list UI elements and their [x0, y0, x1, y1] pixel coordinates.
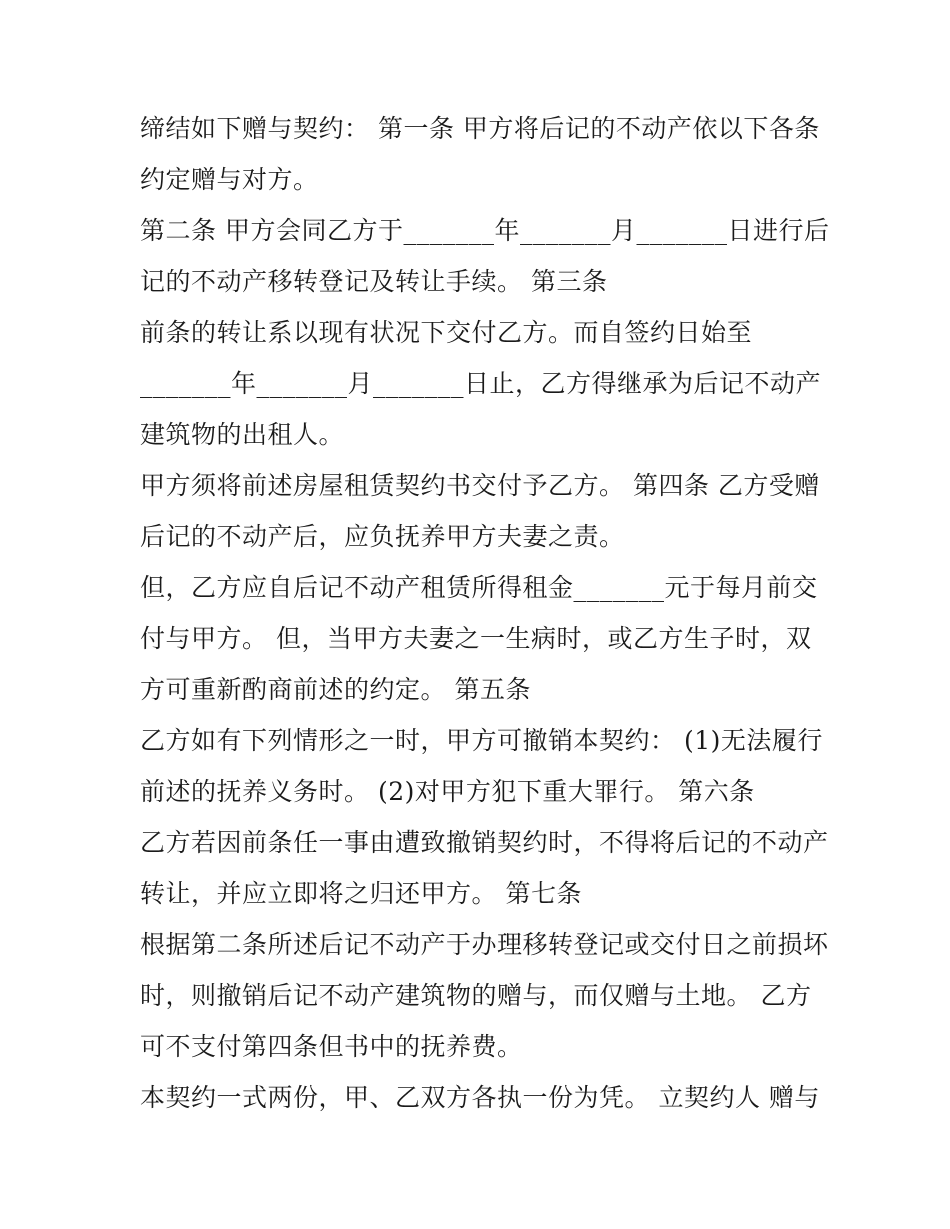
- text-line-4: 记的不动产移转登记及转让手续。 第三条: [140, 267, 608, 296]
- text-line-1: 缔结如下赠与契约： 第一条 甲方将后记的不动产依以下各条: [140, 114, 820, 143]
- text-line-19: 可不支付第四条但书中的抚养费。: [140, 1032, 523, 1061]
- text-line-13: 乙方如有下列情形之一时，甲方可撤销本契约： (1)无法履行: [140, 726, 823, 755]
- text-line-16: 转让，并应立即将之归还甲方。 第七条: [140, 879, 582, 908]
- text-line-3: 第二条 甲方会同乙方于_______年_______月_______日进行后: [140, 216, 830, 245]
- text-line-18: 时，则撤销后记不动产建筑物的赠与，而仅赠与土地。 乙方: [140, 981, 812, 1010]
- text-line-17: 根据第二条所述后记不动产于办理移转登记或交付日之前损坏: [140, 930, 829, 959]
- text-line-15: 乙方若因前条任一事由遭致撤销契约时，不得将后记的不动产: [140, 828, 829, 857]
- text-line-6: _______年_______月_______日止，乙方得继承为后记不动产: [140, 369, 822, 398]
- text-line-2: 约定赠与对方。: [140, 165, 319, 194]
- text-line-5: 前条的转让系以现有状况下交付乙方。而自签约日始至: [140, 318, 753, 347]
- text-line-11: 付与甲方。 但，当甲方夫妻之一生病时，或乙方生子时，双: [140, 624, 812, 653]
- text-line-12: 方可重新酌商前述的约定。 第五条: [140, 675, 531, 704]
- text-line-8: 甲方须将前述房屋租赁契约书交付予乙方。 第四条 乙方受赠: [140, 471, 820, 500]
- text-line-20: 本契约一式两份，甲、乙双方各执一份为凭。 立契约人 赠与: [140, 1083, 820, 1112]
- text-line-10: 但，乙方应自后记不动产租赁所得租金_______元于每月前交: [140, 573, 818, 602]
- text-line-9: 后记的不动产后，应负抚养甲方夫妻之责。: [140, 522, 625, 551]
- text-line-7: 建筑物的出租人。: [140, 420, 345, 449]
- text-line-14: 前述的抚养义务时。 (2)对甲方犯下重大罪行。 第六条: [140, 777, 755, 806]
